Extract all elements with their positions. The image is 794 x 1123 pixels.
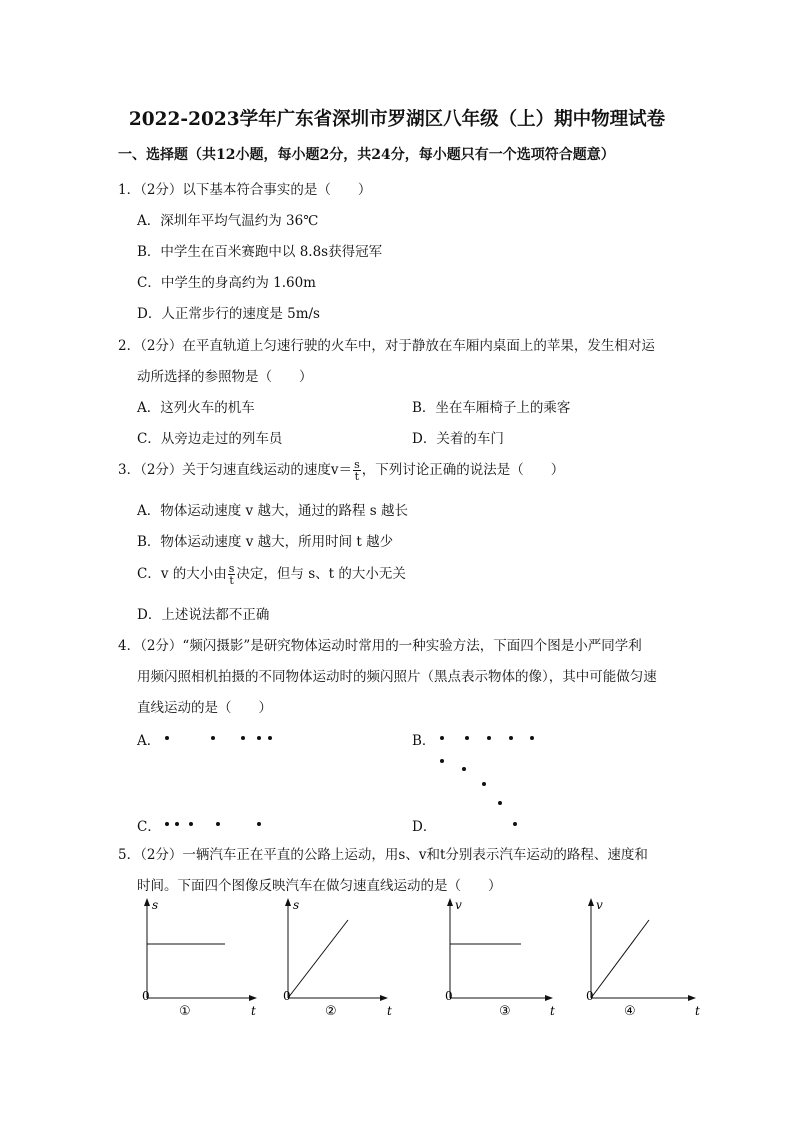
origin-label: 0 [445,989,453,1003]
graph-2-svg [273,895,403,1020]
velocity-fraction [353,459,361,482]
strobe-dot [487,736,491,740]
q1-stem: 1．（2分）以下基本符合事实的是（ ） [118,182,372,198]
graph-line [288,920,348,998]
y-axis-arrow [447,898,453,906]
strobe-dot [241,736,245,740]
q1-option-c: C．中学生的身高约为 1.60m [137,275,316,291]
graph-caption: ③ [499,1004,511,1019]
q4-option-c: C． [137,819,161,835]
q2-stem-line2: 动所选择的参照物是（ ） [137,369,313,385]
q3-stem [118,458,564,482]
fraction-denominator: t [229,574,234,587]
graph-line [591,920,649,998]
q3-option-c-text: C．v 的大小由 [137,566,227,582]
strobe-dot [189,822,193,826]
strobe-dot [211,736,215,740]
strobe-dot [462,767,466,771]
page-title: 2022-2023学年广东省深圳市罗湖区八年级（上）期中物理试卷 [128,109,666,130]
q2-option-c: C．从旁边走过的列车员 [137,431,283,447]
option-c-fraction [228,563,236,586]
y-axis-label: s [293,898,300,912]
q3-option-c-text-end: 决定，但与 s、t 的大小无关 [236,566,406,582]
q1-option-a: A．深圳年平均气温约为 36℃ [137,213,319,229]
origin-label: 0 [142,989,150,1003]
graph-3 [435,895,565,1024]
strobe-dot [175,822,179,826]
strobe-dot [268,736,272,740]
q5-stem-line2: 时间。下面四个图像反映汽车在做匀速直线运动的是（ ） [137,878,502,894]
strobe-dot [509,736,513,740]
strobe-dot [165,822,169,826]
fraction-numerator: s [354,458,360,471]
q1-option-b: B．中学生在百米赛跑中以 8.8s获得冠军 [137,244,383,260]
strobe-dot [530,736,534,740]
y-axis-label: v [596,898,603,912]
q2-option-a: A．这列火车的机车 [137,400,255,416]
x-axis-arrow [545,995,553,1001]
x-axis-label: t [550,1004,555,1018]
x-axis-label: t [695,1004,700,1018]
q5-stem-line1: 5．（2分）一辆汽车正在平直的公路上运动，用s、v和t分别表示汽车运动的路程、速度和 [118,847,648,863]
strobe-dot [482,782,486,786]
graph-4-svg [576,895,706,1020]
graph-1 [132,895,262,1024]
y-axis-arrow [144,898,150,906]
y-axis-arrow [285,898,291,906]
q2-option-b: B．坐在车厢椅子上的乘客 [412,400,571,416]
graph-2 [273,895,403,1024]
q3-stem-text: 3．（2分）关于匀速直线运动的速度v＝ [118,462,353,478]
strobe-dot [165,736,169,740]
q4-stem-line3: 直线运动的是（ ） [137,700,272,716]
x-axis-arrow [688,995,696,1001]
q4-option-a: A． [137,733,161,749]
strobe-dot [440,759,444,763]
fraction-numerator: s [228,562,235,575]
q3-option-d: D．上述说法都不正确 [137,607,270,623]
y-axis-label: s [152,898,159,912]
q3-option-c [137,562,406,586]
strobe-dot [440,736,444,740]
q4-stem-line2: 用频闪照相机拍摄的不同物体运动时的频闪照片（黑点表示物体的像），其中可能做匀速 [137,669,657,685]
section-heading: 一、选择题（共12小题，每小题2分，共24分，每小题只有一个选项符合题意） [118,147,615,163]
q3-option-b: B．物体运动速度 v 越大，所用时间 t 越少 [137,534,394,550]
q2-option-d: D．关着的车门 [412,431,504,447]
y-axis-label: v [455,898,462,912]
fraction-denominator: t [354,470,360,483]
q3-stem-text-end: ，下列讨论正确的说法是（ ） [361,462,565,478]
strobe-dot [216,822,220,826]
graph-4 [576,895,706,1024]
x-axis-label: t [251,1004,256,1018]
strobe-dot [257,822,261,826]
x-axis-arrow [380,995,388,1001]
origin-label: 0 [283,989,291,1003]
graph-1-svg [132,895,262,1020]
q3-option-a: A．物体运动速度 v 越大，通过的路程 s 越长 [137,503,408,519]
strobe-dot [498,801,502,805]
strobe-dot [513,822,517,826]
graph-caption: ① [179,1004,191,1019]
q4-option-d: D． [412,819,437,835]
strobe-dot [465,736,469,740]
origin-label: 0 [586,989,594,1003]
strobe-dot [257,736,261,740]
graph-3-svg [435,895,565,1020]
q4-stem-line1: 4．（2分）“频闪摄影”是研究物体运动时常用的一种实验方法，下面四个图是小严同学利 [118,638,642,654]
q2-stem-line1: 2．（2分）在平直轨道上匀速行驶的火车中，对于静放在车厢内桌面上的苹果，发生相对运 [118,338,655,354]
graph-caption: ② [325,1004,337,1019]
x-axis-label: t [387,1004,392,1018]
x-axis-arrow [249,995,257,1001]
y-axis-arrow [588,898,594,906]
q4-option-b: B． [412,733,436,749]
q1-option-d: D．人正常步行的速度是 5m/s [137,306,320,322]
graph-caption: ④ [624,1004,636,1019]
